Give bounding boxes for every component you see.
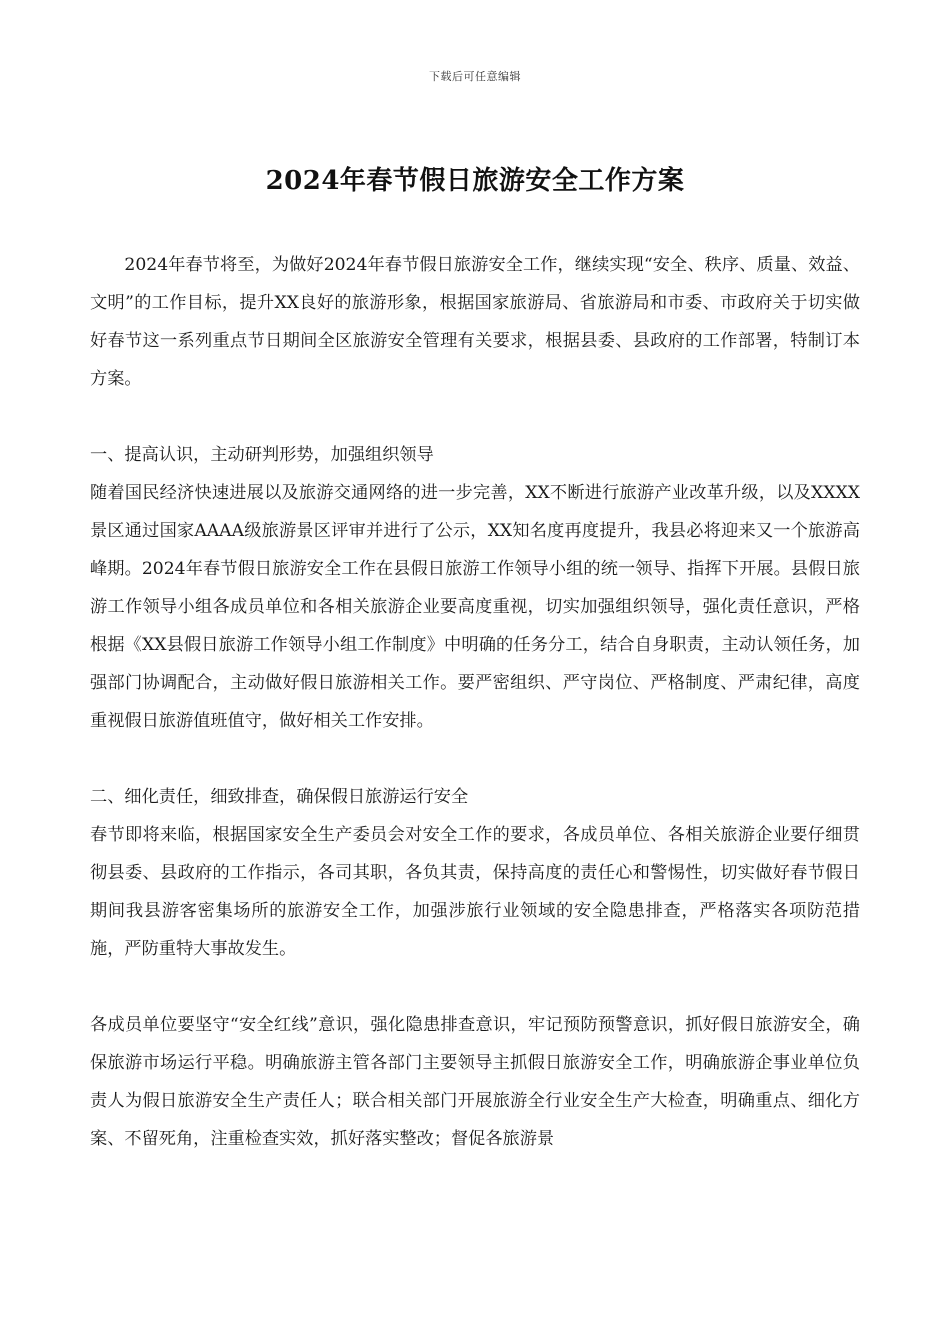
document-body [90,246,860,1158]
section-2-paragraph-1: 春节即将来临，根据国家安全生产委员会对安全工作的要求，各成员单位、各相关旅游企业要仔细贯彻县委、县政府的工作指示，各司其职，各负其责，保持高度的责任心和警惕性，切实做好春节假日期间我县游客密集场所的旅游安全工作，加强涉旅行业领域的安全隐患排查，严格落实各项防范措施，严防重特大事故发生。 [90,825,860,959]
section-1-heading: 一、提高认识，主动研判形势，加强组织领导 [90,445,434,465]
document-title: 2024年春节假日旅游安全工作方案 [265,166,685,196]
section-2-heading: 二、细化责任，细致排查，确保假日旅游运行安全 [90,787,469,807]
section-1-paragraph: 随着国民经济快速进展以及旅游交通网络的进一步完善，XX不断进行旅游产业改革升级，以及XXXX景区通过国家AAAA级旅游景区评审并进行了公示，XX知名度再度提升，我县必将迎来又一个旅游高峰期。2024年春节假日旅游安全工作在县假日旅游工作领导小组的统一领导、指挥下开展。县假日旅游工作领导小组各成员单位和各相关旅游企业要高度重视，切实加强组织领导，强化责任意识，严格根据《XX县假日旅游工作领导小组工作制度》中明确的任务分工，结合自身职责，主动认领任务，加强部门协调配合，主动做好假日旅游相关工作。要严密组织、严守岗位、严格制度、严肃纪律，高度重视假日旅游值班值守，做好相关工作安排。 [90,483,860,731]
section-2-paragraph-2: 各成员单位要坚守“安全红线”意识，强化隐患排查意识，牢记预防预警意识，抓好假日旅游安全，确保旅游市场运行平稳。明确旅游主管各部门主要领导主抓假日旅游安全工作，明确旅游企事业单位负责人为假日旅游安全生产责任人；联合相关部门开展旅游全行业安全生产大检查，明确重点、细化方案、不留死角，注重检查实效，抓好落实整改；督促各旅游景 [90,1015,860,1149]
header-note: 下载后可任意编辑 [429,70,521,83]
intro-paragraph: 2024年春节将至，为做好2024年春节假日旅游安全工作，继续实现“安全、秩序、质量、效益、文明”的工作目标，提升XX良好的旅游形象，根据国家旅游局、省旅游局和市委、市政府关于切实做好春节这一系列重点节日期间全区旅游安全管理有关要求，根据县委、县政府的工作部署，特制订本方案。 [90,255,860,389]
